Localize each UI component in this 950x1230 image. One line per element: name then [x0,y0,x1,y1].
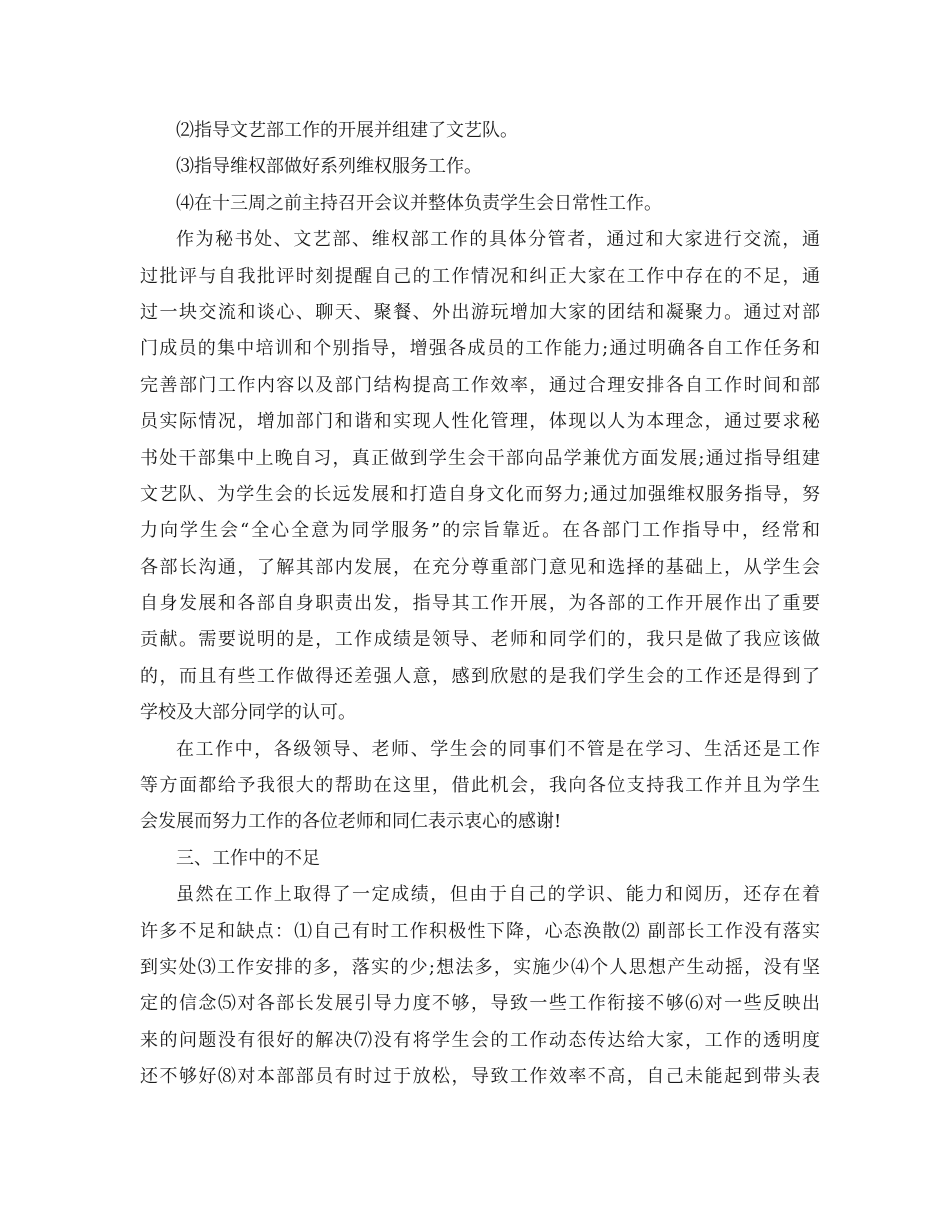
text-line: 等方面都给予我很大的帮助在这里，借此机会，我向各位支持我工作并且为学生 [140,775,820,797]
text-line: 在工作中，各级领导、老师、学生会的同事们不管是在学习、生活还是工作 [176,738,820,760]
text-line: 会发展而努力工作的各位老师和同仁表示衷心的感谢! [140,811,562,833]
text-line: 定的信念⑸对各部长发展引导力度不够，导致一些工作衔接不够⑹对一些反映出 [140,993,820,1015]
text-line: 过批评与自我批评时刻提醒自己的工作情况和纠正大家在工作中存在的不足，通 [140,265,820,287]
text-line: 的，而且有些工作做得还差强人意，感到欣慰的是我们学生会的工作还是得到了 [140,665,820,687]
text-line: 虽然在工作上取得了一定成绩，但由于自己的学识、能力和阅历，还存在着 [176,884,820,906]
text-line: 三、工作中的不足 [176,847,320,869]
text-line: 书处干部集中上晚自习，真正做到学生会干部向品学兼优方面发展;通过指导组建 [140,447,820,469]
text-line: ⑵指导文艺部工作的开展并组建了文艺队。 [176,120,518,141]
text-line: 文艺队、为学生会的长远发展和打造自身文化而努力;通过加强维权服务指导，努 [140,483,820,505]
text-line: 员实际情况，增加部门和谐和实现人性化管理，体现以人为本理念，通过要求秘 [140,411,820,433]
text-line: 自身发展和各部自身职责出发，指导其工作开展，为各部的工作开展作出了重要 [140,593,820,615]
text-line: ⑷在十三周之前主持召开会议并整体负责学生会日常性工作。 [176,192,662,214]
text-line: 各部长沟通，了解其部内发展，在充分尊重部门意见和选择的基础上，从学生会 [140,556,820,578]
text-line: 完善部门工作内容以及部门结构提高工作效率，通过合理安排各自工作时间和部 [140,374,820,396]
text-line: 贡献。需要说明的是，工作成绩是领导、老师和同学们的，我只是做了我应该做 [140,629,820,651]
text-line: 力向学生会“全心全意为同学服务”的宗旨靠近。在各部门工作指导中，经常和 [140,520,820,542]
text-line: 来的问题没有很好的解决⑺没有将学生会的工作动态传达给大家，工作的透明度 [140,1029,820,1051]
text-line: 还不够好⑻对本部部员有时过于放松，导致工作效率不高，自己未能起到带头表 [140,1066,820,1088]
text-line: 到实处⑶工作安排的多，落实的少;想法多，实施少⑷个人思想产生动摇，没有坚 [140,956,820,978]
text-line: 许多不足和缺点：⑴自己有时工作积极性下降，心态涣散⑵ 副部长工作没有落实 [140,920,820,942]
text-line: 学校及大部分同学的认可。 [140,702,356,724]
text-line: 门成员的集中培训和个别指导，增强各成员的工作能力;通过明确各自工作任务和 [140,338,820,360]
document-body [140,113,820,1096]
text-line: 作为秘书处、文艺部、维权部工作的具体分管者，通过和大家进行交流，通 [176,229,820,251]
text-line: ⑶指导维权部做好系列维权服务工作。 [176,156,482,178]
text-line: 过一块交流和谈心、聊天、聚餐、外出游玩增加大家的团结和凝聚力。通过对部 [140,301,820,323]
